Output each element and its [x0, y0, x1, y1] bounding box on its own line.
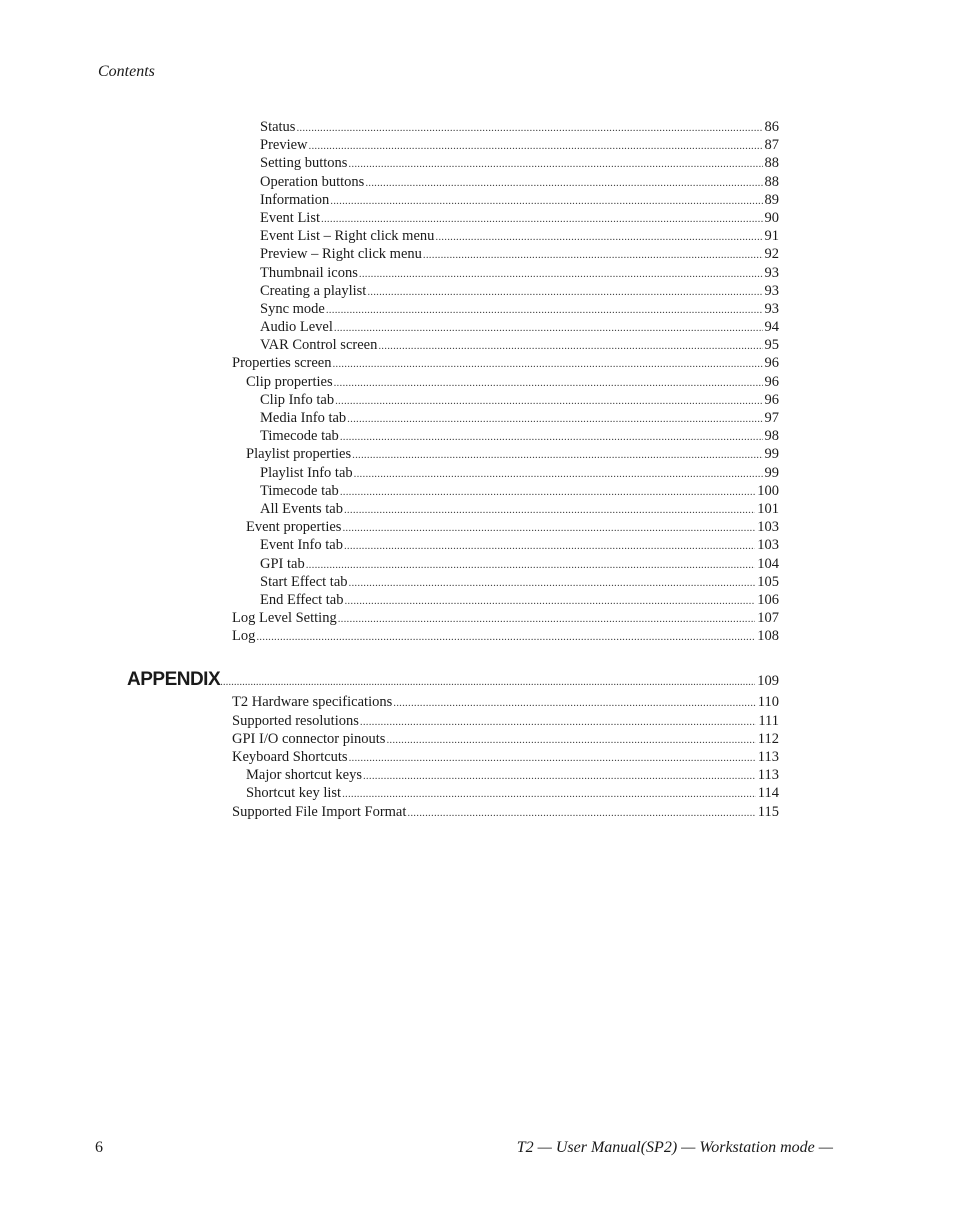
toc-entry-title: Log Level Setting	[232, 610, 337, 627]
toc-entry-page: 101	[757, 500, 779, 517]
toc-entry-title: Setting buttons	[260, 155, 348, 172]
table-of-contents	[0, 118, 954, 821]
dot-leader	[306, 556, 756, 574]
dot-leader	[220, 669, 755, 695]
dot-leader	[344, 501, 755, 519]
dot-leader	[349, 574, 756, 592]
toc-entry-page: 106	[757, 591, 779, 608]
dot-leader	[309, 137, 763, 155]
dot-leader	[326, 301, 763, 319]
dot-leader	[360, 713, 756, 731]
toc-entry[interactable]	[0, 154, 779, 172]
toc-entry[interactable]	[0, 336, 779, 354]
toc-entry-page: 108	[757, 628, 779, 645]
toc-entry-page: 93	[764, 300, 779, 317]
toc-entry-title: Preview – Right click menu	[260, 246, 422, 263]
toc-entry-title: Keyboard Shortcuts	[232, 749, 348, 765]
toc-entry-title: Start Effect tab	[260, 573, 348, 590]
toc-entry-page: 91	[764, 228, 779, 245]
dot-leader	[386, 731, 755, 749]
dot-leader	[367, 283, 762, 301]
toc-entry-page: 113	[757, 767, 779, 784]
dot-leader	[363, 767, 756, 785]
appendix-title: APPENDIX	[127, 669, 221, 691]
dot-leader	[296, 119, 762, 137]
toc-entry[interactable]	[0, 784, 779, 802]
toc-entry-title: Status	[260, 119, 296, 135]
toc-entry-page: 87	[764, 137, 779, 154]
toc-entry[interactable]	[0, 748, 779, 766]
toc-entry[interactable]	[0, 409, 779, 427]
toc-entry-title: Supported File Import Format	[232, 803, 407, 820]
toc-entry[interactable]	[0, 803, 779, 821]
dot-leader	[334, 374, 763, 392]
toc-entry[interactable]	[0, 373, 779, 391]
toc-entry-page: 94	[764, 319, 779, 336]
dot-leader	[342, 519, 755, 537]
toc-entry[interactable]	[0, 573, 779, 591]
toc-entry-title: Timecode tab	[260, 482, 339, 499]
dot-leader	[349, 749, 756, 767]
toc-entry-title: Clip properties	[246, 373, 333, 390]
dot-leader	[378, 337, 762, 355]
toc-entry-title: Event List – Right click menu	[260, 228, 435, 245]
toc-entry-title: Media Info tab	[260, 410, 347, 426]
toc-entry-title: Log	[232, 628, 256, 645]
toc-entry-title: Supported resolutions	[232, 712, 359, 729]
toc-entry[interactable]	[0, 427, 779, 445]
toc-entry-title: VAR Control screen	[260, 337, 378, 354]
footer-page-number: 6	[95, 1139, 103, 1156]
toc-entry[interactable]	[0, 191, 779, 209]
toc-entry-page: 107	[757, 610, 779, 627]
toc-entry-title: GPI I/O connector pinouts	[232, 730, 386, 747]
toc-entry-title: Audio Level	[260, 319, 333, 336]
toc-entry-title: Thumbnail icons	[260, 264, 358, 281]
dot-leader	[407, 804, 755, 822]
toc-entry-title: All Events tab	[260, 500, 343, 517]
toc-appendix-heading[interactable]	[0, 667, 779, 693]
dot-leader	[393, 694, 756, 712]
toc-entry-page: 88	[764, 155, 779, 172]
toc-entry-page: 100	[757, 482, 779, 499]
toc-entry-page: 103	[757, 519, 779, 536]
toc-entry-title: Event List	[260, 209, 321, 226]
toc-entry[interactable]	[0, 118, 779, 136]
toc-entry[interactable]	[0, 318, 779, 336]
toc-entry-page: 103	[757, 537, 779, 554]
dot-leader	[342, 785, 756, 803]
toc-entry[interactable]	[0, 536, 779, 554]
dot-leader	[344, 537, 755, 555]
toc-entry-title: Creating a playlist	[260, 282, 367, 299]
toc-entry-page: 96	[764, 355, 779, 372]
toc-entry-page: 99	[764, 446, 779, 463]
toc-entry-title: T2 Hardware specifications	[232, 694, 393, 711]
toc-entry-page: 92	[764, 246, 779, 263]
dot-leader	[338, 610, 756, 628]
dot-leader	[340, 483, 755, 501]
toc-entry-title: Properties screen	[232, 355, 332, 372]
toc-entry-page: 111	[758, 712, 779, 729]
dot-leader	[348, 155, 762, 173]
toc-entry-title: Shortcut key list	[246, 785, 342, 802]
toc-entry-page: 113	[757, 749, 779, 765]
toc-entry[interactable]	[0, 245, 779, 263]
toc-entry-title: Event Info tab	[260, 537, 343, 554]
dot-leader	[354, 465, 763, 483]
dot-leader	[332, 355, 762, 373]
toc-entry[interactable]	[0, 282, 779, 300]
toc-entry[interactable]	[0, 445, 779, 463]
section-gap	[0, 645, 954, 667]
toc-entry-page: 104	[757, 555, 779, 572]
dot-leader	[334, 319, 763, 337]
toc-entry-title: Major shortcut keys	[246, 767, 362, 784]
toc-entry-title: Sync mode	[260, 300, 325, 317]
toc-entry[interactable]	[0, 391, 779, 409]
toc-entry[interactable]	[0, 209, 779, 227]
dot-leader	[344, 592, 755, 610]
toc-entry[interactable]	[0, 555, 779, 573]
toc-entry[interactable]	[0, 730, 779, 748]
toc-entry[interactable]	[0, 500, 779, 518]
running-head: Contents	[98, 63, 155, 80]
toc-entry[interactable]	[0, 264, 779, 282]
toc-entry-page: 112	[757, 730, 779, 747]
toc-entry-page: 95	[764, 337, 779, 354]
toc-entry-page: 88	[764, 173, 779, 190]
toc-entry-title: Information	[260, 191, 330, 208]
dot-leader	[335, 392, 762, 410]
toc-entry[interactable]	[0, 712, 779, 730]
toc-entry-page: 97	[764, 410, 779, 426]
toc-entry[interactable]	[0, 482, 779, 500]
toc-entry-page: 96	[764, 391, 779, 408]
toc-entry[interactable]	[0, 300, 779, 318]
toc-entry-title: Playlist properties	[246, 446, 352, 463]
dot-leader	[321, 210, 762, 228]
toc-entry-page: 96	[764, 373, 779, 390]
toc-entry-title: Playlist Info tab	[260, 464, 353, 481]
toc-entry[interactable]	[0, 354, 779, 372]
toc-entry-page: 93	[764, 282, 779, 299]
toc-entry-title: Preview	[260, 137, 308, 154]
toc-entry[interactable]	[0, 136, 779, 154]
toc-entry-page: 98	[764, 428, 779, 445]
toc-entry[interactable]	[0, 173, 779, 191]
dot-leader	[435, 228, 762, 246]
toc-entry-page: 105	[757, 573, 779, 590]
toc-section-main	[0, 118, 954, 645]
toc-entry[interactable]	[0, 227, 779, 245]
toc-entry-page: 110	[757, 694, 779, 711]
toc-entry-page: 99	[764, 464, 779, 481]
dot-leader	[256, 628, 755, 646]
dot-leader	[423, 246, 763, 264]
toc-entry[interactable]	[0, 609, 779, 627]
toc-entry-title: Timecode tab	[260, 428, 339, 445]
toc-entry-title: Clip Info tab	[260, 391, 335, 408]
toc-entry[interactable]	[0, 518, 779, 536]
toc-entry-title: Event properties	[246, 519, 342, 536]
toc-entry-page: 114	[757, 785, 779, 802]
dot-leader	[330, 192, 762, 210]
toc-entry-title: Operation buttons	[260, 173, 365, 190]
toc-entry[interactable]	[0, 766, 779, 784]
toc-entry-title: End Effect tab	[260, 591, 344, 608]
dot-leader	[359, 265, 763, 283]
dot-leader	[340, 428, 763, 446]
toc-entry-title: GPI tab	[260, 555, 305, 572]
toc-entry-page: 93	[764, 264, 779, 281]
appendix-page-number: 109	[757, 673, 779, 690]
toc-entry-page: 89	[764, 191, 779, 208]
toc-section-appendix	[0, 693, 954, 820]
toc-entry-page: 90	[764, 209, 779, 226]
toc-entry[interactable]	[0, 693, 779, 711]
toc-entry[interactable]	[0, 464, 779, 482]
dot-leader	[352, 446, 762, 464]
toc-entry-page: 115	[757, 803, 779, 820]
toc-entry[interactable]	[0, 591, 779, 609]
dot-leader	[347, 410, 762, 428]
footer-document-title: T2 — User Manual(SP2) — Workstation mode —	[516, 1139, 833, 1156]
toc-entry-page: 86	[764, 119, 779, 135]
toc-entry[interactable]	[0, 627, 779, 645]
dot-leader	[365, 174, 762, 192]
